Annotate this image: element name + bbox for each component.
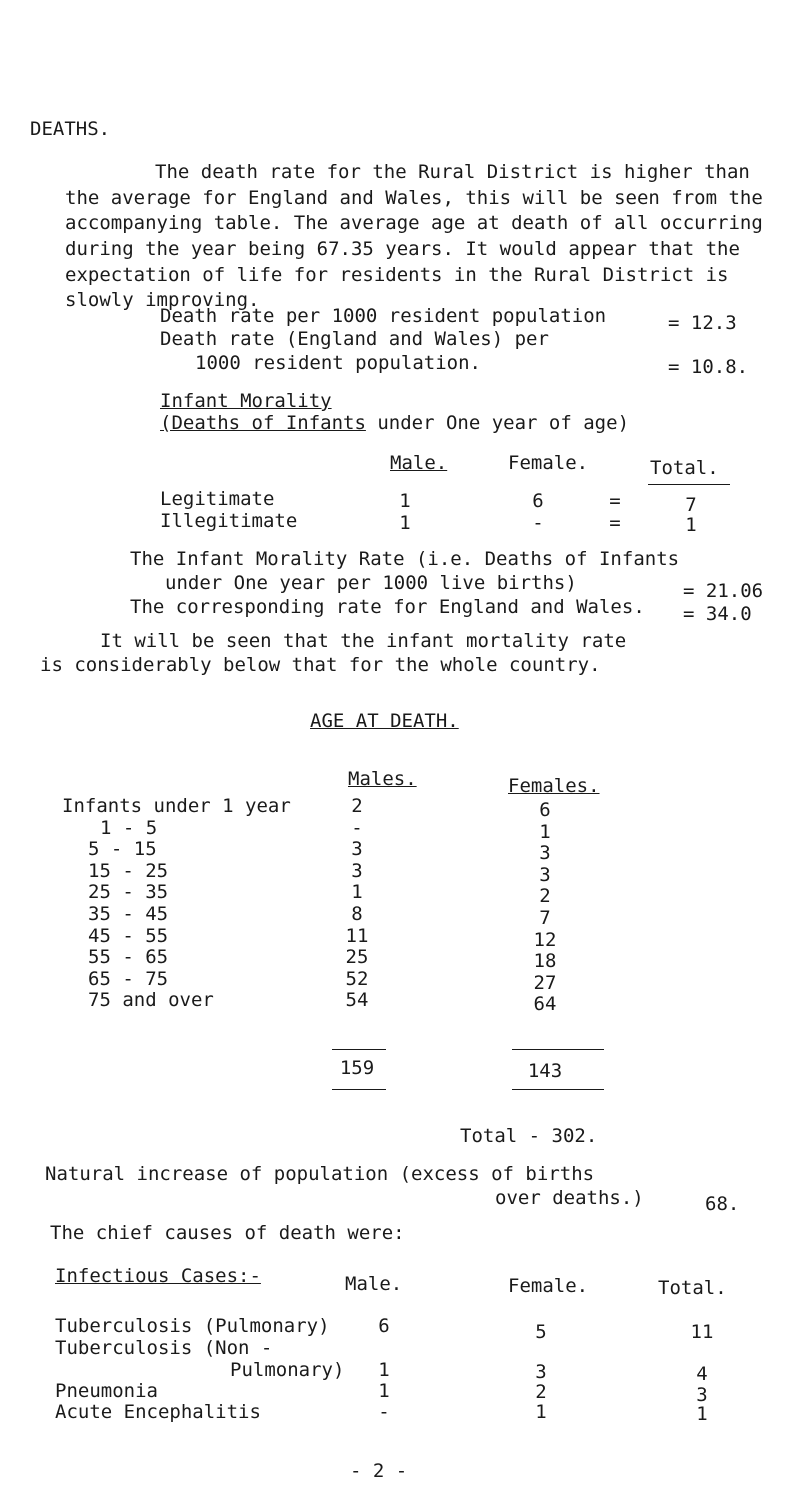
row-legitimate-male: 1 [399, 490, 411, 512]
eng-death-rate-label-1: Death rate (England and Wales) per [160, 328, 549, 350]
age-row-males: - [351, 816, 363, 839]
grand-total: Total - 302. [460, 1125, 598, 1147]
cause-row-4-label: Acute Encephalitis [55, 1401, 261, 1423]
cause-row-2-female: 3 [535, 1361, 547, 1383]
cause-row-2-total: 4 [696, 1363, 708, 1385]
age-row-label: 55 - 65 [88, 946, 169, 969]
males-sum-rule [332, 1049, 386, 1050]
age-row-females: 1 [539, 820, 551, 843]
cause-row-2-male: 1 [378, 1359, 390, 1381]
age-row-males: 8 [351, 903, 363, 925]
eng-death-rate-value: = 10.8. [668, 356, 749, 378]
infant-header-total: Total. [650, 457, 719, 479]
infectious-cases-title: Infectious Cases:- [55, 1265, 261, 1287]
age-row-males: 54 [345, 989, 369, 1012]
row-legitimate-female: 6 [532, 490, 544, 512]
total-header-rule [648, 484, 730, 485]
cause-row-1-female: 5 [535, 1321, 547, 1343]
males-total-rule [332, 1089, 386, 1090]
death-rate-value: = 12.3 [668, 312, 737, 334]
age-row-females: 6 [539, 799, 551, 821]
age-row-label: 15 - 25 [88, 859, 169, 882]
infant-header-male: Male. [390, 452, 448, 474]
age-header-males: Males. [348, 768, 417, 790]
cause-row-1-male: 6 [378, 1315, 390, 1337]
females-total-rule [512, 1089, 604, 1090]
cause-row-3-male: 1 [378, 1380, 390, 1402]
causes-header-female: Female. [508, 1275, 589, 1297]
age-row-males: 52 [345, 967, 369, 990]
cause-row-1-label: Tuberculosis (Pulmonary) [55, 1315, 330, 1337]
age-row-label: 5 - 15 [88, 838, 157, 861]
age-row-label: 75 and over [88, 989, 214, 1012]
page-heading: DEATHS. [30, 118, 111, 140]
cause-row-4-female: 1 [535, 1401, 547, 1423]
natural-increase-line-2: over deaths.) [495, 1187, 644, 1209]
age-row-females: 2 [539, 885, 551, 908]
causes-intro: The chief causes of death were: [50, 1222, 405, 1244]
causes-header-male: Male. [345, 1273, 403, 1295]
age-row-label: 1 - 5 [100, 816, 158, 839]
row-legitimate-total: 7 [685, 494, 697, 516]
males-total: 159 [339, 1057, 375, 1079]
causes-header-total: Total. [658, 1277, 727, 1299]
females-sum-rule [512, 1049, 604, 1050]
cause-row-2-label2: Pulmonary) [230, 1359, 345, 1381]
infant-rate-line-2: under One year per 1000 live births) [165, 572, 577, 594]
age-row-males: 1 [351, 881, 363, 904]
infant-mortality-subtitle: (Deaths of Infants under One year of age) [160, 412, 630, 434]
age-row-males: 11 [345, 924, 369, 947]
cause-row-4-total: 1 [696, 1403, 708, 1425]
age-row-females: 27 [533, 971, 557, 994]
row-illegitimate-total: 1 [685, 514, 697, 536]
row-legitimate-eq: = [609, 490, 621, 512]
cause-row-3-female: 2 [535, 1381, 547, 1403]
death-rate-label: Death rate per 1000 resident population [160, 305, 607, 327]
age-row-label: 25 - 35 [88, 881, 169, 904]
age-row-label: 65 - 75 [88, 967, 169, 990]
eng-infant-rate-value: = 34.0 [683, 603, 752, 625]
age-row-label: 45 - 55 [88, 924, 169, 947]
cause-row-1-total: 11 [690, 1321, 714, 1343]
infant-rate-line-1: The Infant Morality Rate (i.e. Deaths of Infants [130, 548, 680, 570]
intro-paragraph: The death rate for the Rural District is higher than the average for England and Wales, this will be seen from the accompanying table. The average age at death of all occurring during the year being 67.35 years. It would appear that the expectation of life for residents in the Rural District is slowly improving. [65, 161, 763, 312]
age-row-females: 12 [533, 928, 557, 951]
age-row-males: 3 [351, 838, 363, 861]
natural-increase-line-1: Natural increase of population (excess of births [45, 1163, 595, 1185]
infant-note-line-1: It will be seen that the infant mortality rate [100, 630, 627, 652]
eng-infant-rate-line: The corresponding rate for England and Wales. [130, 596, 645, 618]
age-row-label: Infants under 1 year [62, 795, 291, 817]
eng-death-rate-label-2: 1000 resident population. [195, 352, 481, 374]
age-row-females: 18 [533, 950, 557, 973]
age-header-females: Females. [508, 775, 600, 797]
infant-note-line-2: is considerably below that for the whole country. [40, 654, 601, 676]
cause-row-3-total: 3 [696, 1384, 708, 1406]
infant-mortality-title: Infant Morality [160, 390, 332, 412]
row-illegitimate-eq: = [609, 512, 621, 534]
row-illegitimate-label: Illegitimate [160, 510, 298, 532]
age-row-males: 3 [351, 859, 363, 882]
age-row-males: 25 [345, 946, 369, 969]
females-total: 143 [527, 1060, 563, 1082]
age-row-label: 35 - 45 [88, 903, 169, 925]
age-row-females: 64 [533, 993, 557, 1016]
age-at-death-title: AGE AT DEATH. [310, 710, 459, 732]
age-row-females: 7 [539, 907, 551, 929]
row-illegitimate-male: 1 [399, 512, 411, 534]
age-row-females: 3 [539, 842, 551, 865]
age-row-females: 3 [539, 863, 551, 886]
age-row-males: 2 [351, 795, 363, 817]
natural-increase-value: 68. [705, 1193, 740, 1215]
page-number: - 2 - [350, 1460, 408, 1482]
infant-header-female: Female. [508, 452, 589, 474]
row-legitimate-label: Legitimate [160, 488, 275, 510]
infant-rate-value: = 21.06 [683, 580, 764, 602]
cause-row-3-label: Pneumonia [55, 1380, 158, 1402]
cause-row-4-male: - [378, 1401, 390, 1423]
row-illegitimate-female: - [532, 512, 544, 534]
cause-row-2-label: Tuberculosis (Non - [55, 1337, 273, 1359]
